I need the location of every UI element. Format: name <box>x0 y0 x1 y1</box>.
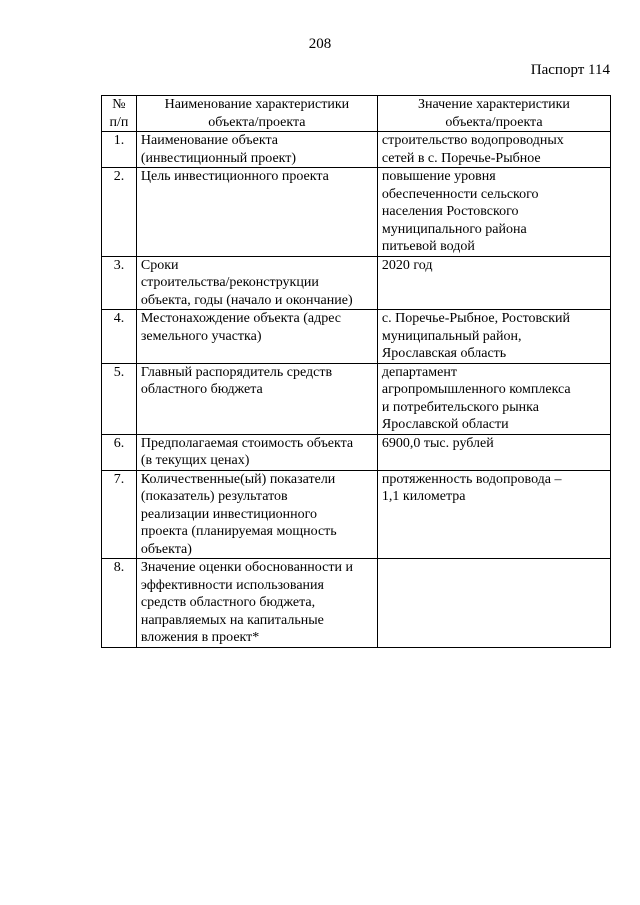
row-num: 6. <box>102 434 137 470</box>
table-row <box>102 256 611 310</box>
row-name: Главный распорядитель средств областного бюджета <box>136 363 377 434</box>
row-name: Количественные(ый) показатели (показатель) результатов реализации инвестиционного проекта (планируемая мощность объекта) <box>136 470 377 559</box>
table-row <box>102 168 611 257</box>
header-name: Наименование характеристики объекта/проекта <box>136 96 377 132</box>
row-num: 3. <box>102 256 137 310</box>
row-num: 1. <box>102 132 137 168</box>
row-name: Предполагаемая стоимость объекта (в текущих ценах) <box>136 434 377 470</box>
row-value: департамент агропромышленного комплекса и потребительского рынка Ярославской области <box>377 363 610 434</box>
row-value: 6900,0 тыс. рублей <box>377 434 610 470</box>
row-num: 5. <box>102 363 137 434</box>
header-num: № п/п <box>102 96 137 132</box>
table-header-row <box>102 96 611 132</box>
table-row <box>102 310 611 364</box>
row-num: 2. <box>102 168 137 257</box>
row-name: Цель инвестиционного проекта <box>136 168 377 257</box>
passport-label: Паспорт 114 <box>530 62 610 78</box>
row-value: протяженность водопровода – 1,1 километра <box>377 470 610 559</box>
page-number: 208 <box>308 36 332 52</box>
table-row <box>102 559 611 648</box>
row-value: 2020 год <box>377 256 610 310</box>
table-row <box>102 132 611 168</box>
row-name: Местонахождение объекта (адрес земельного участка) <box>136 310 377 364</box>
row-num: 4. <box>102 310 137 364</box>
row-name: Наименование объекта (инвестиционный проект) <box>136 132 377 168</box>
passport-table <box>101 95 611 648</box>
table-row <box>102 434 611 470</box>
row-name: Сроки строительства/реконструкции объекта, годы (начало и окончание) <box>136 256 377 310</box>
row-value: повышение уровня обеспеченности сельского населения Ростовского муниципального района питьевой водой <box>377 168 610 257</box>
table-row <box>102 363 611 434</box>
header-value: Значение характеристики объекта/проекта <box>377 96 610 132</box>
row-name: Значение оценки обоснованности и эффективности использования средств областного бюджета, направляемых на капитальные вложения в проект* <box>136 559 377 648</box>
row-num: 7. <box>102 470 137 559</box>
row-value <box>377 559 610 648</box>
row-value: с. Поречье-Рыбное, Ростовский муниципальный район, Ярославская область <box>377 310 610 364</box>
row-num: 8. <box>102 559 137 648</box>
table-row <box>102 470 611 559</box>
row-value: строительство водопроводных сетей в с. Поречье-Рыбное <box>377 132 610 168</box>
